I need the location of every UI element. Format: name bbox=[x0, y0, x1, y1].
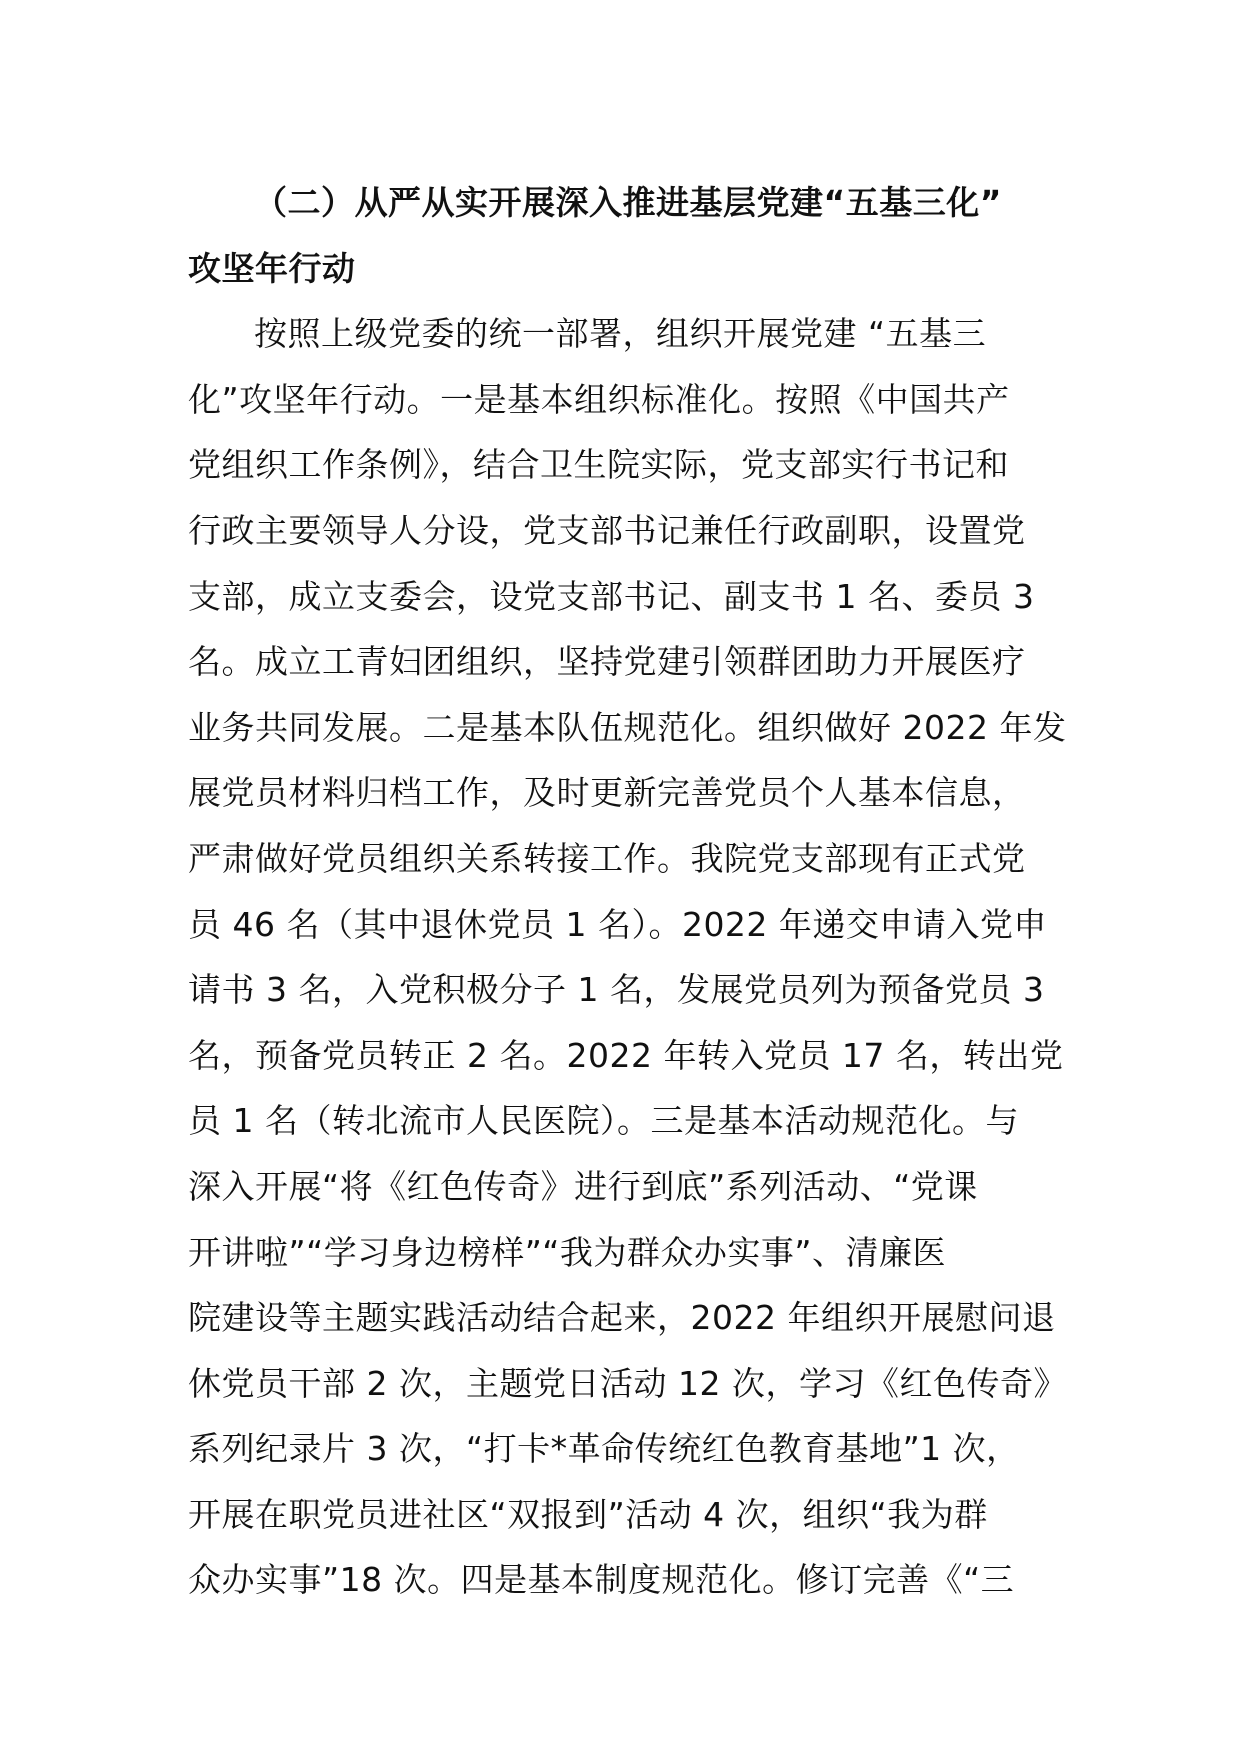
paragraph-line: 按照上级党委的统一部署，组织开展党建 “五基三 bbox=[254, 314, 987, 354]
paragraph-line: 众办实事”18 次。四是基本制度规范化。修订完善《“三 bbox=[188, 1560, 1015, 1600]
paragraph-line: 支部，成立支委会，设党支部书记、副支书 1 名、委员 3 bbox=[188, 576, 1035, 616]
paragraph-line: 系列纪录片 3 次，“打卡*革命传统红色教育基地”1 次， bbox=[188, 1429, 1020, 1469]
paragraph-line: 休党员干部 2 次，主题党日活动 12 次，学习《红色传奇》 bbox=[188, 1363, 1067, 1403]
paragraph-line: 名，预备党员转正 2 名。2022 年转入党员 17 名，转出党 bbox=[188, 1035, 1064, 1075]
section-heading bbox=[188, 170, 1058, 301]
body-paragraph bbox=[188, 301, 1067, 1613]
paragraph-line: 院建设等主题实践活动结合起来，2022 年组织开展慰问退 bbox=[188, 1298, 1056, 1338]
paragraph-line: 开讲啦”“学习身边榜样”“我为群众办实事”、清廉医 bbox=[188, 1232, 946, 1272]
paragraph-line: 请书 3 名，入党积极分子 1 名，发展党员列为预备党员 3 bbox=[188, 970, 1045, 1010]
paragraph-line: 业务共同发展。二是基本队伍规范化。组织做好 2022 年发 bbox=[188, 707, 1067, 747]
paragraph-line: 员 46 名（其中退休党员 1 名）。2022 年递交申请入党申 bbox=[188, 904, 1047, 944]
paragraph-line: 员 1 名（转北流市人民医院）。三是基本活动规范化。与 bbox=[188, 1101, 1019, 1141]
heading-line: 攻坚年行动 bbox=[188, 248, 356, 288]
heading-line: （二）从严从实开展深入推进基层党建“五基三化” bbox=[254, 183, 1002, 222]
paragraph-line: 深入开展“将《红色传奇》进行到底”系列活动、“党课 bbox=[188, 1166, 978, 1206]
paragraph-line: 党组织工作条例》，结合卫生院实际，党支部实行书记和 bbox=[188, 445, 1009, 485]
paragraph-line: 展党员材料归档工作，及时更新完善党员个人基本信息， bbox=[188, 773, 1026, 813]
document-body bbox=[188, 170, 1067, 1613]
paragraph-line: 化”攻坚年行动。一是基本组织标准化。按照《中国共产 bbox=[188, 379, 1010, 419]
paragraph-line: 行政主要领导人分设，党支部书记兼任行政副职，设置党 bbox=[188, 510, 1026, 550]
paragraph-line: 名。成立工青妇团组织，坚持党建引领群团助力开展医疗 bbox=[188, 642, 1026, 682]
paragraph-line: 严肃做好党员组织关系转接工作。我院党支部现有正式党 bbox=[188, 838, 1026, 878]
paragraph-line: 开展在职党员进社区“双报到”活动 4 次，组织“我为群 bbox=[188, 1494, 988, 1534]
